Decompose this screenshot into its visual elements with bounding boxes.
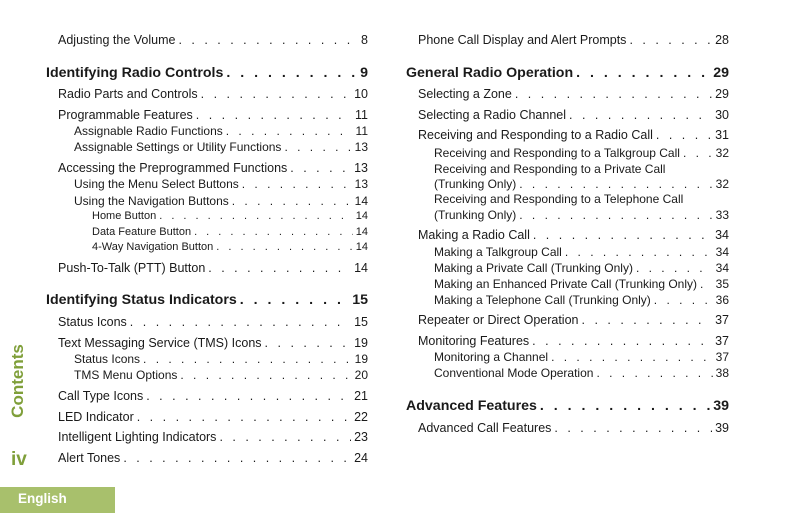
toc-entry-title: Making an Enhanced Private Call (Trunking Only) [434, 277, 698, 291]
toc-entry[interactable] [58, 260, 368, 276]
toc-entry-title: 4-Way Navigation Button [92, 241, 214, 253]
toc-page-number: 35 [715, 277, 729, 291]
toc-entry-title: (Trunking Only) [434, 177, 517, 191]
dot-leader [532, 333, 712, 349]
toc-page-number: 11 [355, 108, 368, 122]
toc-page-number: 24 [354, 451, 368, 465]
dot-leader [700, 276, 713, 292]
toc-entry-title: TMS Menu Options [74, 368, 178, 382]
toc-page-number: 23 [354, 430, 368, 444]
toc-entry-title: Selecting a Zone [418, 87, 512, 101]
toc-page-number: 14 [355, 210, 368, 222]
dot-leader [208, 260, 351, 276]
toc-page-number: 22 [354, 410, 368, 424]
toc-page-number: 28 [715, 33, 729, 47]
toc-entry-title: Receiving and Responding to a Talkgroup Call [434, 146, 680, 160]
toc-entry-title: Selecting a Radio Channel [418, 108, 567, 122]
toc-entry[interactable] [74, 351, 368, 367]
toc-page-number: 29 [713, 65, 729, 81]
toc-entry-title: Accessing the Preprogrammed Functions [58, 161, 288, 175]
toc-entry-title: Making a Private Call (Trunking Only) [434, 261, 633, 275]
toc-entry-title: Conventional Mode Operation [434, 366, 594, 380]
toc-page-number: 30 [715, 108, 729, 122]
dot-leader [565, 244, 713, 260]
toc-entry[interactable] [418, 227, 729, 243]
toc-page-number: 37 [715, 313, 729, 327]
dot-leader [143, 351, 352, 367]
toc-entry[interactable] [58, 409, 368, 425]
toc-entry-title: Identifying Radio Controls [46, 65, 224, 81]
toc-entry[interactable] [434, 207, 729, 223]
dot-leader [596, 365, 712, 381]
dot-leader [654, 292, 713, 308]
dot-leader [636, 260, 713, 276]
toc-entry[interactable] [434, 276, 729, 292]
toc-entry-title: Data Feature Button [92, 226, 192, 238]
toc-entry[interactable] [74, 193, 368, 209]
toc-page-number: 21 [354, 389, 368, 403]
toc-entry[interactable]: Receiving and Responding to a Private Call [434, 162, 666, 176]
toc-entry-title: Phone Call Display and Alert Prompts [418, 33, 627, 47]
toc-entry-title: Radio Parts and Controls [58, 87, 198, 101]
toc-entry[interactable] [58, 107, 368, 123]
toc-page-number: 13 [354, 140, 368, 154]
dot-leader [201, 86, 351, 102]
toc-entry-title: Alert Tones [58, 451, 121, 465]
toc-entry[interactable] [74, 139, 368, 155]
toc-entry[interactable] [58, 86, 368, 102]
dot-leader [265, 335, 352, 351]
dot-leader [519, 207, 712, 223]
dot-leader [284, 139, 351, 155]
toc-entry-title: Intelligent Lighting Indicators [58, 430, 217, 444]
dot-leader [582, 312, 713, 328]
toc-page-number: 34 [715, 261, 729, 275]
dot-leader [146, 388, 351, 404]
toc-page-number: 39 [713, 398, 729, 414]
toc-entry-title: Identifying Status Indicators [46, 292, 237, 308]
toc-entry-title: Assignable Radio Functions [74, 124, 223, 138]
toc-page-number: 19 [354, 336, 368, 350]
toc-entry-title: Assignable Settings or Utility Functions [74, 140, 282, 154]
toc-page-number: 15 [352, 292, 368, 308]
toc-page-number: 33 [715, 208, 729, 222]
dot-leader [519, 176, 712, 192]
toc-page-number: 29 [715, 87, 729, 101]
page-number: iv [11, 449, 27, 470]
toc-chapter-heading[interactable] [46, 292, 368, 308]
toc-entry[interactable] [92, 224, 368, 240]
toc-entry-title: Using the Menu Select Buttons [74, 177, 239, 191]
toc-page-number: 14 [355, 226, 368, 238]
dot-leader [540, 398, 710, 414]
toc-entry[interactable] [74, 123, 368, 139]
dot-leader [576, 65, 710, 81]
toc-page-number: 19 [354, 352, 368, 366]
toc-entry-title: LED Indicator [58, 410, 134, 424]
dot-leader [219, 429, 351, 445]
toc-entry[interactable] [58, 450, 368, 466]
toc-page-number: 34 [715, 245, 729, 259]
dot-leader [137, 409, 351, 425]
dot-leader [226, 123, 353, 139]
toc-entry-title: Advanced Call Features [418, 421, 552, 435]
toc-entry[interactable] [418, 107, 729, 123]
dot-leader [216, 239, 352, 255]
toc-entry[interactable] [418, 86, 729, 102]
toc-page-number: 37 [715, 350, 729, 364]
dot-leader [554, 420, 712, 436]
dot-leader [130, 314, 351, 330]
dot-leader [290, 160, 351, 176]
toc-page-number: 15 [354, 315, 368, 329]
dot-leader [515, 86, 712, 102]
toc-entry[interactable] [434, 292, 729, 308]
toc-entry-title: Making a Radio Call [418, 228, 530, 242]
dot-leader [180, 367, 351, 383]
dot-leader [232, 193, 352, 209]
toc-entry[interactable] [418, 333, 729, 349]
toc-entry[interactable] [58, 314, 368, 330]
toc-entry-title: Receiving and Responding to a Radio Call [418, 128, 653, 142]
toc-entry[interactable] [418, 127, 729, 143]
toc-page-number: 14 [355, 241, 368, 253]
toc-entry-title: Adjusting the Volume [58, 33, 176, 47]
dot-leader [683, 145, 713, 161]
toc-entry[interactable] [418, 312, 729, 328]
toc-entry[interactable] [434, 365, 729, 381]
language-tab [0, 487, 115, 513]
toc-page-number: 13 [354, 161, 368, 175]
dot-leader [196, 107, 352, 123]
toc-entry-title: Making a Talkgroup Call [434, 245, 562, 259]
toc-entry[interactable] [58, 335, 368, 351]
toc-entry-title: Advanced Features [406, 398, 537, 414]
toc-entry[interactable] [58, 388, 368, 404]
toc-entry[interactable] [418, 420, 729, 436]
toc-page-number: 39 [715, 421, 729, 435]
dot-leader [533, 227, 712, 243]
language-label: English [18, 491, 67, 506]
toc-page-number: 32 [715, 146, 729, 160]
dot-leader [551, 349, 713, 365]
toc-page-number: 38 [715, 366, 729, 380]
section-label: Contents [8, 344, 27, 418]
dot-leader [240, 292, 349, 308]
toc-entry-title: Home Button [92, 210, 157, 222]
toc-page-number: 8 [361, 33, 368, 47]
dot-leader [226, 65, 357, 81]
toc-chapter-heading[interactable] [406, 398, 729, 414]
toc-page-number: 20 [354, 368, 368, 382]
dot-leader [123, 450, 351, 466]
dot-leader [159, 208, 353, 224]
toc-entry[interactable] [434, 145, 729, 161]
toc-chapter-heading[interactable] [46, 65, 368, 81]
toc-entry[interactable] [434, 349, 729, 365]
dot-leader [656, 127, 712, 143]
toc-entry-title: Text Messaging Service (TMS) Icons [58, 336, 262, 350]
toc-entry-title: Call Type Icons [58, 389, 144, 403]
toc-entry[interactable] [58, 429, 368, 445]
toc-entry-title: General Radio Operation [406, 65, 574, 81]
toc-entry[interactable] [434, 244, 729, 260]
toc-page-number: 37 [715, 334, 729, 348]
toc-entry-title: Monitoring Features [418, 334, 530, 348]
dot-leader [629, 32, 712, 48]
toc-page-number: 32 [715, 177, 729, 191]
toc-page-number: 13 [354, 177, 368, 191]
toc-page-number: 36 [715, 293, 729, 307]
toc-entry-title: (Trunking Only) [434, 208, 517, 222]
toc-entry-title: Monitoring a Channel [434, 350, 549, 364]
toc-entry-title: Programmable Features [58, 108, 193, 122]
dot-leader [194, 224, 353, 240]
toc-entry[interactable] [92, 208, 368, 224]
dot-leader [569, 107, 712, 123]
toc-entry[interactable]: Receiving and Responding to a Telephone Call [434, 192, 684, 206]
toc-entry[interactable] [418, 32, 729, 48]
toc-entry[interactable] [434, 176, 729, 192]
toc-page-number: 14 [354, 261, 368, 275]
toc-entry[interactable] [434, 260, 729, 276]
toc-entry-title: Making a Telephone Call (Trunking Only) [434, 293, 651, 307]
dot-leader [178, 32, 358, 48]
toc-entry-title: Status Icons [58, 315, 127, 329]
toc-entry-title: Repeater or Direct Operation [418, 313, 579, 327]
toc-page-number: 11 [355, 124, 368, 138]
toc-entry[interactable] [58, 160, 368, 176]
toc-page-number: 31 [715, 128, 729, 142]
toc-chapter-heading[interactable] [406, 65, 729, 81]
toc-entry[interactable] [74, 176, 368, 192]
toc-entry[interactable] [74, 367, 368, 383]
toc-entry-title: Push-To-Talk (PTT) Button [58, 261, 206, 275]
toc-entry-title: Using the Navigation Buttons [74, 194, 229, 208]
toc-page-number: 14 [354, 194, 368, 208]
toc-entry[interactable] [58, 32, 368, 48]
toc-page-number: 9 [360, 65, 368, 81]
toc-page-number: 10 [354, 87, 368, 101]
toc-entry[interactable] [92, 239, 368, 255]
dot-leader [242, 176, 352, 192]
toc-page-number: 34 [715, 228, 729, 242]
toc-entry-title: Status Icons [74, 352, 141, 366]
